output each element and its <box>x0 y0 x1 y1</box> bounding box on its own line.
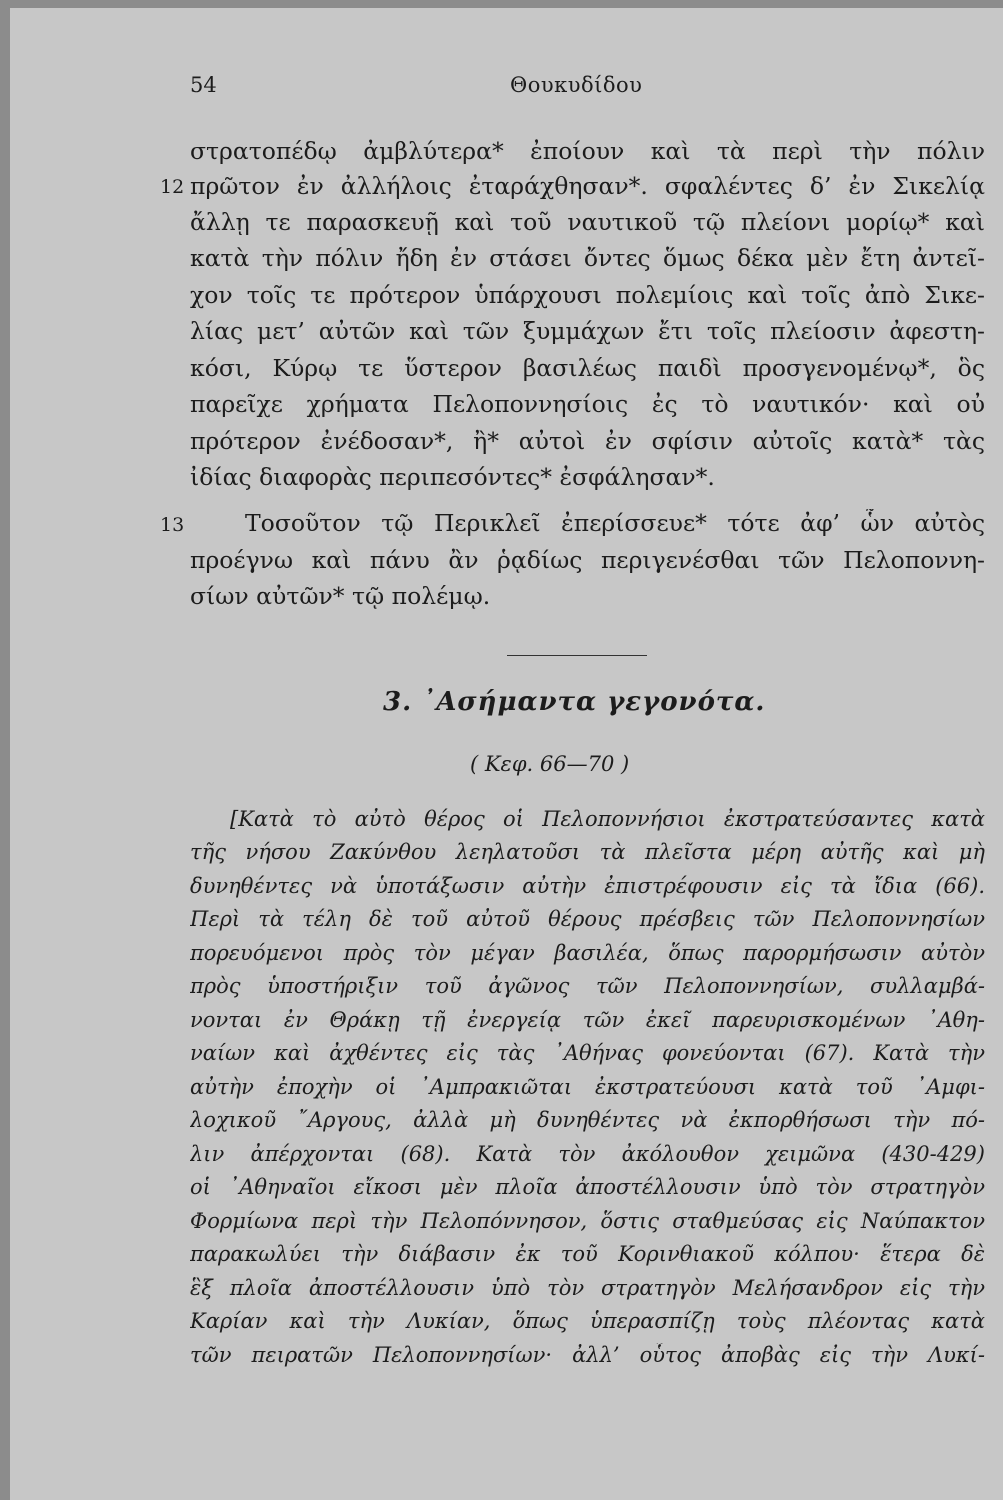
text-line: στρατοπέδῳ ἀμβλύτερα* ἐποίουν καὶ τὰ περὶ τὴν πόλιν <box>190 137 985 165</box>
chapter-reference: ( Κεφ. 66—70 ) <box>470 752 630 776</box>
text-line: κατὰ τὴν πόλιν ἤδη ἐν στάσει ὄντες ὅμως δέκα μὲν ἔτη ἀντεῖ- <box>190 244 985 272</box>
summary-line: Φορμίωνα περὶ τὴν Πελοπόννησον, ὅστις σταθμεύσας εἰς Ναύπακτον <box>190 1209 985 1233</box>
text-line: ἰδίας διαφορὰς περιπεσόντες* ἐσφάλησαν*. <box>190 463 715 491</box>
summary-line: Περὶ τὰ τέλη δὲ τοῦ αὐτοῦ θέρους πρέσβεις τῶν Πελοποννησίων <box>190 907 985 931</box>
summary-line: δυνηθέντες νὰ ὑποτάξωσιν αὐτὴν ἐπιστρέφουσιν εἰς τὰ ἴδια (66). <box>190 874 985 898</box>
summary-line: οἱ ᾽Αθηναῖοι εἴκοσι μὲν πλοῖα ἀποστέλλουσιν ὑπὸ τὸν στρατηγὸν <box>190 1175 985 1199</box>
text-line: προέγνω καὶ πάνυ ἂν ῥᾳδίως περιγενέσθαι τῶν Πελοποννη- <box>190 546 985 574</box>
text-line: Τοσοῦτον τῷ Περικλεῖ ἐπερίσσευε* τότε ἀφ’ ὧν αὐτὸς <box>245 509 985 537</box>
text-line: κόσι, Κύρῳ τε ὕστερον βασιλέως παιδὶ προσγενομένῳ*, ὃς <box>190 354 985 382</box>
summary-line: τῶν πειρατῶν Πελοποννησίων· ἀλλ’ οὗτος ἀποβὰς εἰς τὴν Λυκί- <box>190 1343 985 1367</box>
summary-line: λοχικοῦ ῎Αργους, ἀλλὰ μὴ δυνηθέντες νὰ ἐκπορθήσωσι τὴν πό- <box>190 1108 985 1132</box>
text-line: σίων αὐτῶν* τῷ πολέμῳ. <box>190 582 491 610</box>
summary-line: νονται ἐν Θράκῃ τῇ ἐνεργείᾳ τῶν ἐκεῖ παρευρισκομένων ᾽Αθη- <box>190 1008 985 1032</box>
summary-line: ἓξ πλοῖα ἀποστέλλουσιν ὑπὸ τὸν στρατηγὸν Μελήσανδρον εἰς τὴν <box>190 1276 985 1300</box>
summary-line: παρακωλύει τὴν διάβασιν ἐκ τοῦ Κορινθιακοῦ κόλπου· ἕτερα δὲ <box>190 1242 985 1266</box>
margin-number: 13 <box>160 514 185 536</box>
text-line: χον τοῖς τε πρότερον ὑπάρχουσι πολεμίοις καὶ τοῖς ἀπὸ Σικε- <box>190 281 985 309</box>
text-line: πρῶτον ἐν ἀλλήλοις ἐταράχθησαν*. σφαλέντες δ’ ἐν Σικελίᾳ <box>190 172 985 200</box>
summary-line: Καρίαν καὶ τὴν Λυκίαν, ὅπως ὑπερασπίζῃ τοὺς πλέοντας κατὰ <box>190 1309 985 1333</box>
summary-line: τῆς νήσου Ζακύνθου λεηλατοῦσι τὰ πλεῖστα μέρη αὐτῆς καὶ μὴ <box>190 840 985 864</box>
running-head: Θουκυδίδου <box>510 73 643 97</box>
margin-number: 12 <box>160 176 185 198</box>
text-line: λίας μετ’ αὐτῶν καὶ τῶν ξυμμάχων ἔτι τοῖς πλείοσιν ἀφεστη- <box>190 317 985 345</box>
summary-line: πρὸς ὑποστήριξιν τοῦ ἀγῶνος τῶν Πελοποννησίων, συλλαμβά- <box>190 974 985 998</box>
text-line: παρεῖχε χρήματα Πελοποννησίοις ἐς τὸ ναυτικόν· καὶ οὐ <box>190 390 985 418</box>
summary-line: πορευόμενοι πρὸς τὸν μέγαν βασιλέα, ὅπως παρορμήσωσιν αὐτὸν <box>190 941 985 965</box>
text-line: πρότερον ἐνέδοσαν*, ἢ* αὐτοὶ ἐν σφίσιν αὐτοῖς κατὰ* τὰς <box>190 427 985 455</box>
summary-line: ναίων καὶ ἀχθέντες εἰς τὰς ᾽Αθήνας φονεύονται (67). Κατὰ τὴν <box>190 1041 985 1065</box>
text-line: ἄλλῃ τε παρασκευῇ καὶ τοῦ ναυτικοῦ τῷ πλείονι μορίῳ* καὶ <box>190 208 985 236</box>
summary-line: λιν ἀπέρχονται (68). Κατὰ τὸν ἀκόλουθον χειμῶνα (430-429) <box>190 1142 985 1166</box>
page-number: 54 <box>190 73 217 97</box>
summary-line: [Κατὰ τὸ αὐτὸ θέρος οἱ Πελοποννήσιοι ἐκστρατεύσαντες κατὰ <box>230 807 985 831</box>
section-title: 3. ᾽Ασήμαντα γεγονότα. <box>383 687 766 717</box>
section-divider <box>507 655 647 656</box>
summary-line: αὐτὴν ἐποχὴν οἱ ᾽Αμπρακιῶται ἐκστρατεύουσι κατὰ τοῦ ᾽Αμφι- <box>190 1075 985 1099</box>
